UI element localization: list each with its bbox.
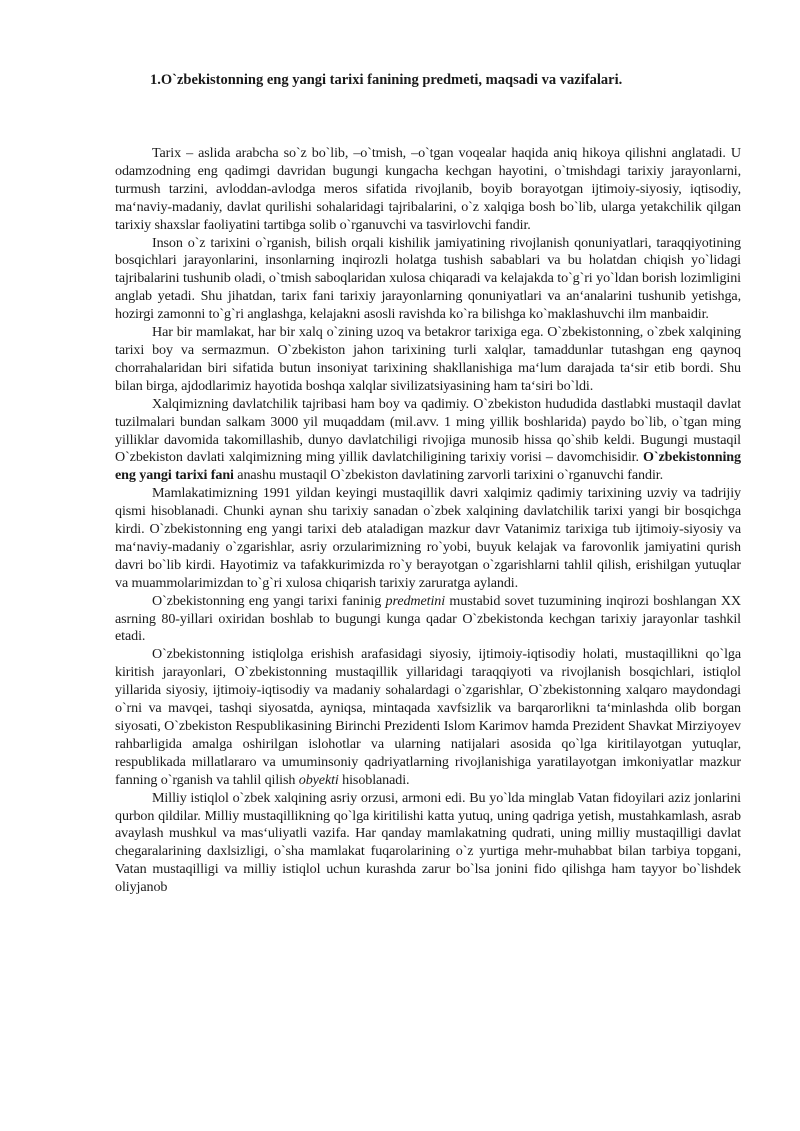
paragraph-4-text: Xalqimizning davlatchilik tajribasi ham boy va qadimiy. O`zbekiston hududida dastlabki mustaqil davlat tuzilmalari bundan salkam 3000 yil muqaddam (mil.avv. 1 ming yillik boshlarida) paydo bo`lib, o`tgan ming yilliklar davomida takomillashib, dunyo davlatchiligi rivojiga munosib hissa qo`shib keldi. Bugungi mustaqil O`zbekiston davlati xalqimizning ming yillik davlatchiligining tarixiy vorisi – davomchisidir. <box>115 395 741 466</box>
page-title: 1.O`zbekistonning eng yangi tarixi fanining predmeti, maqsadi va vazifalari. <box>150 72 623 88</box>
paragraph-4-tail: anashu mustaqil O`zbekiston davlatining zarvorli tarixini o`rganuvchi fandir. <box>233 467 664 484</box>
paragraph-1: Tarix – aslida arabcha so`z bo`lib, –o`tmish, –o`tgan voqealar haqida aniq hikoya qilishni anglatadi. U odamzodning eng qadimgi davridan bugungi kungacha kechgan hayotini, o`tmishdagi tarixiy jarayonlarni, turmush tarzini, avloddan-avlodga meros sifatida rivojlanib, boyib borayotgan ijtimoiy-siyosiy, iqtisodiy, ma‘naviy-madaniy, davlat qurilishi sohalaridagi tajribalarini, o`z xalqiga bosh bo`lib, ularga yetakchilik qilgan tarixiy shaxslar faoliyatini tartibga solib o`rganuvchi va tasvirlovchi fandir. <box>115 145 741 233</box>
paragraph-7-tail: hisoblanadi. <box>338 771 410 788</box>
document-body <box>115 145 741 897</box>
paragraph-6-tail: mustabid sovet tuzumining inqirozi boshlangan XX asrning 80-yillari oxiridan boshlab to bugungi kunga qadar O`zbekistonda kechgan tarixiy jarayonlar tashkil etadi. <box>115 592 741 645</box>
paragraph-7-text: O`zbekistonning istiqlolga erishish arafasidagi siyosiy, ijtimoiy-iqtisodiy holati, mustaqillikni qo`lga kiritish jarayonlari, O`zbekistonning mustaqillik yillaridagi taraqqiyoti va rivojlanish bosqichlari, istiqlol yillarida siyosiy, ijtimoiy-iqtisodiy va madaniy sohalardagi o`zgarishlar, O`zbekistonning xalqaro maydondagi o`rni va mavqei, tashqi siyosatda, ayniqsa, mintaqada xavfsizlik va barqarorlikni ta‘minlashda olib borgan siyosati, O`zbekiston Respublikasining Birinchi Prezidenti Islom Karimov hamda Prezident Shavkat Mirziyoyev rahbarligida amalga oshirilgan islohotlar va ularning natijalari asosida qo`lga kiritilayotgan yutuqlar, respublikada millatlararo va umuminsoniy qadriyatlarning rivojlanishiga yaratilayotgan imkoniyatlar mazkur fanning o`rganish va tahlil qilish <box>115 646 741 788</box>
paragraph-7 <box>115 646 741 789</box>
paragraph-6 <box>115 593 741 647</box>
subject-name-bold: O`zbekistonning eng yangi tarixi fani <box>115 449 741 484</box>
paragraph-6-text: O`zbekistonning eng yangi tarixi faninig <box>152 592 386 609</box>
paragraph-8: Milliy istiqlol o`zbek xalqining asriy orzusi, armoni edi. Bu yo`lda minglab Vatan fidoyilari aziz jonlarini qurbon qildilar. Milliy mustaqillikning qo`lga kiritilishi katta yutuq, uning qadriga yetish, mustahkamlash, asrab avaylash mushkul va mas‘uliyatli vazifa. Har qanday mamlakatning qudrati, uning milliy mustaqilligi davlat chegaralarining daxlsizligi, o`sha mamlakat fuqarolarining o`z yurtiga mehr-muhabbat bilan tarbiya topgani, Vatan mustaqilligi va milliy istiqlol uchun kurashda zarur bo`lsa jonini fido qilishga ham tayyor bo`lishdek oliyjanob <box>115 789 741 896</box>
paragraph-5: Mamlakatimizning 1991 yildan keyingi mustaqillik davri xalqimiz qadimiy tarixining uzviy va tadrijiy qismi hisoblanadi. Chunki aynan shu tarixiy sanadan o`zbek xalqining davlatchilik tarixi yangi bir bosqichga kirdi. O`zbekistonning eng yangi tarixi deb ataladigan mazkur davr Vatanimiz tarixiga tub ijtimoiy-siyosiy va ma‘naviy-madaniy o`zgarishlar, asriy orzularimizning ro`yobi, buyuk kelajak va farovonlik jamiyatini qurish davri bo`lib kirdi. Hayotimiz va tafakkurimizda ro`y berayotgan o`zgarishlarni tahlil qilish, erishilgan yutuqlar va muammolarimizdan to`g`ri xulosa chiqarish tarixiy zaruratga aylandi. <box>115 485 741 591</box>
paragraph-3: Har bir mamlakat, har bir xalq o`zining uzoq va betakror tarixiga ega. O`zbekistonning, o`zbek xalqining tarixi boy va sermazmun. O`zbekiston jahon tarixining turli xalqlar, tamaddunlar tutashgan eng qaynoq chorrahalaridan biri sifatida butun insoniyat tarixining shakllanishiga ma‘lum darajada ta‘sir etib bordi. Shu bilan birga, ajdodlarimiz hayotida boshqa xalqlar sivilizatsiyasining ham ta‘siri bo`ldi. <box>115 324 741 394</box>
paragraph-2: Inson o`z tarixini o`rganish, bilish orqali kishilik jamiyatining rivojlanish qonuniyatlari, taraqqiyotining bosqichlari jarayonlarini, insonlarning inqirozli holatga tushish sabablari va bu holatdan chiqish yo`lidagi tajribalarini tushunib oladi, o`tmish saboqlaridan xulosa chiqaradi va kelajakda to`g`ri yo`ldan borish lozimligini anglab yetadi. Shu jihatdan, tarix fani tarixiy jarayonlarning qonuniyatlari va an‘analarini tushunib yetishga, hozirgi zamonni to`g`ri anglashga, kelajakni asosli ravishda ko`ra bilishga ko`maklashuvchi ilm manbaidir. <box>115 234 741 323</box>
predmet-term-italic: predmetini <box>385 592 446 609</box>
obyekt-term-italic: obyekti <box>298 771 339 788</box>
paragraph-4 <box>115 396 741 486</box>
